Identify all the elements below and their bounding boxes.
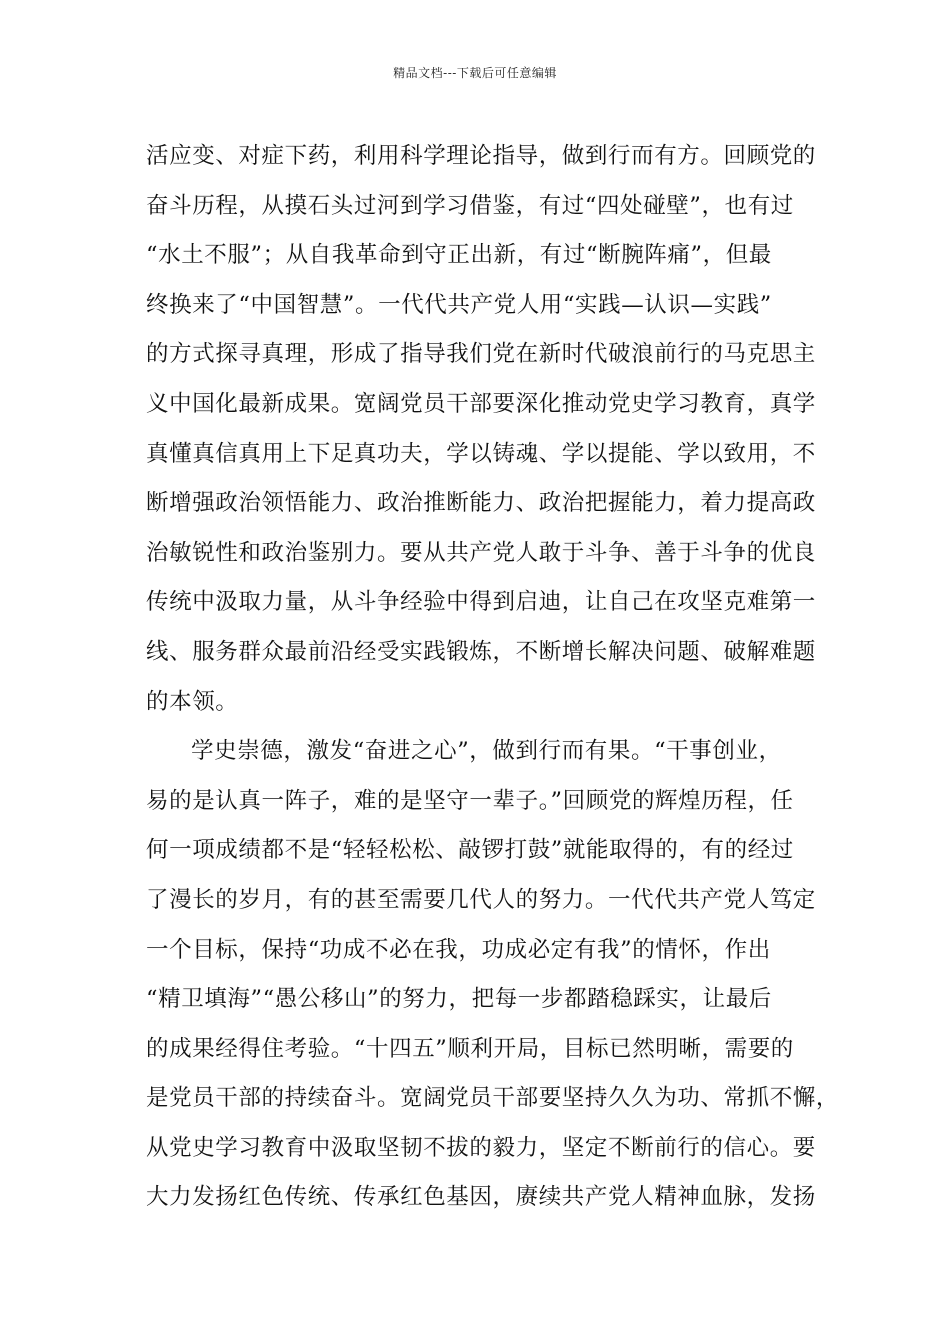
text-line: 的成果经得住考验。“十四五”顺利开局，目标已然明晰，需要的 — [146, 1035, 794, 1062]
text-line: 活应变、对症下药，利用科学理论指导，做到行而有方。回顾党的 — [146, 143, 816, 169]
text-line: 治敏锐性和政治鉴别力。要从共产党人敢于斗争、善于斗争的优良 — [146, 539, 816, 566]
paragraph-2 — [146, 727, 840, 1223]
text-line: 义中国化最新成果。宽阔党员干部要深化推动党史学习教育，真学 — [146, 390, 816, 417]
text-line: 何一项成绩都不是“轻轻松松、敲锣打鼓”就能取得的，有的经过 — [146, 837, 794, 864]
text-line: 从党史学习教育中汲取坚韧不拔的毅力，坚定不断前行的信心。要 — [146, 1134, 816, 1161]
text-line: “精卫填海”“愚公移山”的努力，把每一步都踏稳踩实，让最后 — [146, 986, 772, 1013]
text-line: 的本领。 — [146, 688, 239, 715]
text-line: 的方式探寻真理，形成了指导我们党在新时代破浪前行的马克思主 — [146, 341, 816, 368]
text-line: 是党员干部的持续奋斗。宽阔党员干部要坚持久久为功、常抓不懈， — [146, 1085, 840, 1112]
text-line: 学史崇德，激发“奋进之心”，做到行而有果。“干事创业， — [191, 738, 782, 765]
text-line: 易的是认真一阵子，难的是坚守一辈子。”回顾党的辉煌历程，任 — [146, 787, 794, 814]
text-line: 传统中汲取力量，从斗争经验中得到启迪，让自己在攻坚克难第一 — [146, 589, 816, 616]
page-header: 精品文档---下载后可任意编辑 — [393, 66, 557, 80]
text-line: 奋斗历程，从摸石头过河到学习借鉴，有过“四处碰壁”，也有过 — [146, 192, 794, 219]
text-line: 终换来了“中国智慧”。一代代共产党人用“实践—认识—实践” — [146, 291, 772, 318]
text-line: 真懂真信真用上下足真功夫，学以铸魂、学以提能、学以致用，不 — [146, 440, 816, 467]
paragraph-1 — [146, 132, 826, 727]
text-line: 大力发扬红色传统、传承红色基因，赓续共产党人精神血脉，发扬 — [146, 1184, 816, 1211]
text-line: 断增强政治领悟能力、政治推断能力、政治把握能力，着力提高政 — [146, 490, 816, 517]
text-line: 一个目标，保持“功成不必在我，功成必定有我”的情怀，作出 — [146, 936, 771, 963]
text-line: “水土不服”；从自我革命到守正出新，有过“断腕阵痛”，但最 — [146, 242, 772, 269]
text-line: 了漫长的岁月，有的甚至需要几代人的努力。一代代共产党人笃定 — [146, 886, 816, 913]
document-body — [146, 132, 840, 1223]
text-line: 线、服务群众最前沿经受实践锻炼，不断增长解决问题、破解难题 — [146, 638, 816, 665]
